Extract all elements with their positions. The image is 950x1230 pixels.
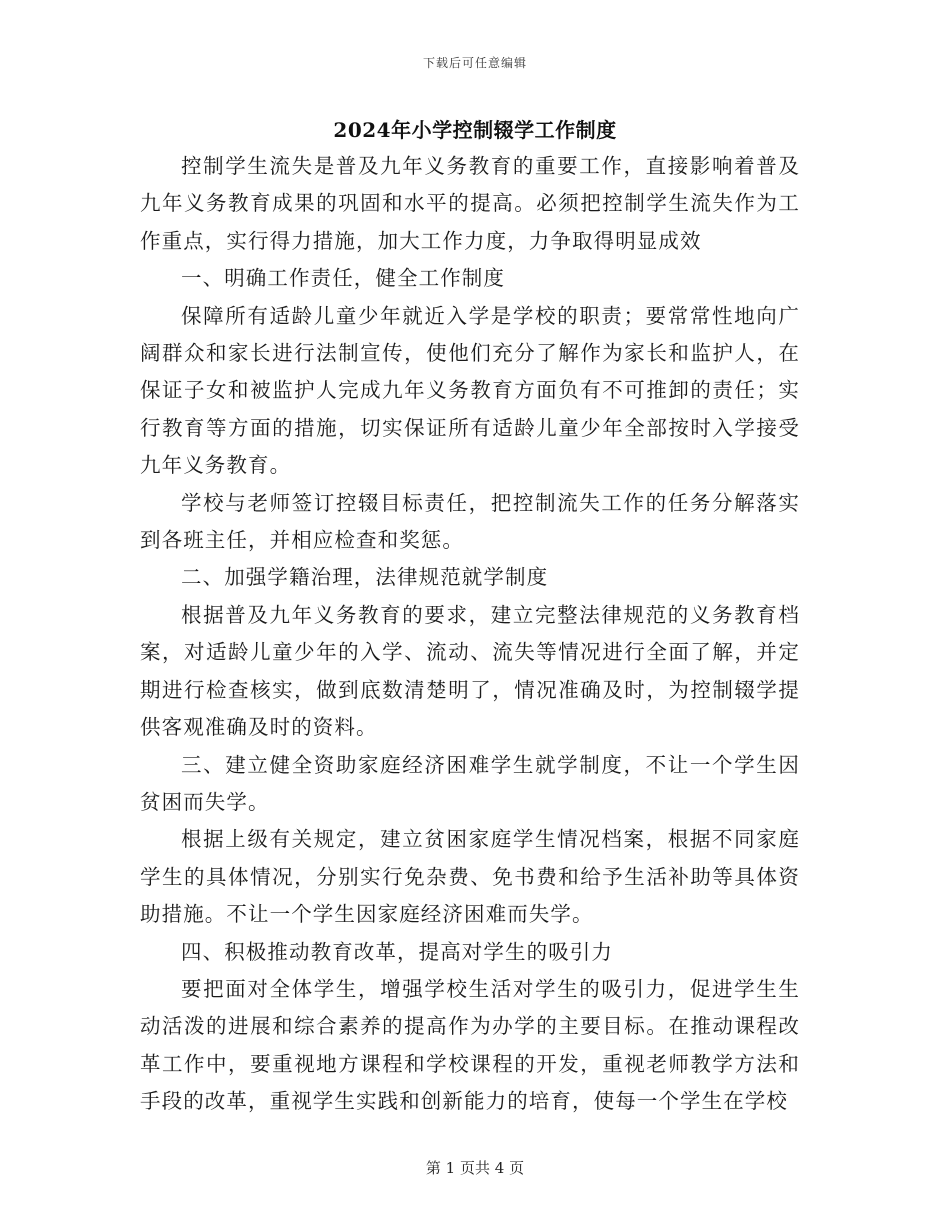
body-paragraph: 保障所有适龄儿童少年就近入学是学校的职责；要常常性地向广阔群众和家长进行法制宣传，使他们充分了解作为家长和监护人，在保证子女和被监护人完成九年义务教育方面负有不可推卸的责任；实行教育等方面的措施，切实保证所有适龄儿童少年全部按时入学接受九年义务教育。	[140, 303, 800, 478]
body-paragraph: 根据上级有关规定，建立贫困家庭学生情况档案，根据不同家庭学生的具体情况，分别实行免杂费、免书费和给予生活补助等具体资助措施。不让一个学生因家庭经济困难而失学。	[140, 827, 800, 927]
section-heading-2: 二、加强学籍治理，法律规范就学制度	[181, 565, 549, 590]
header-note: 下载后可任意编辑	[422, 56, 527, 70]
section-heading-4: 四、积极推动教育改革，提高对学生的吸引力	[181, 939, 613, 964]
document-body	[140, 148, 800, 1121]
body-paragraph: 学校与老师签订控辍目标责任，把控制流失工作的任务分解落实到各班主任，并相应检查和奖惩。	[140, 490, 800, 553]
document-title: 2024年小学控制辍学工作制度	[333, 118, 617, 142]
section-heading-3: 三、建立健全资助家庭经济困难学生就学制度，不让一个学生因贫困而失学。	[140, 752, 800, 814]
section-heading-1: 一、明确工作责任，健全工作制度	[181, 266, 505, 291]
intro-paragraph: 控制学生流失是普及九年义务教育的重要工作，直接影响着普及九年义务教育成果的巩固和水平的提高。必须把控制学生流失作为工作重点，实行得力措施，加大工作力度，力争取得明显成效	[140, 154, 800, 253]
body-paragraph: 要把面对全体学生，增强学校生活对学生的吸引力，促进学生生动活泼的进展和综合素养的提高作为办学的主要目标。在推动课程改革工作中，要重视地方课程和学校课程的开发，重视老师教学方法和手段的改革，重视学生实践和创新能力的培育，使每一个学生在学校	[140, 976, 800, 1114]
page-number: 第 1 页共 4 页	[425, 1159, 525, 1177]
body-paragraph: 根据普及九年义务教育的要求，建立完整法律规范的义务教育档案，对适龄儿童少年的入学、流动、流失等情况进行全面了解，并定期进行检查核实，做到底数清楚明了，情况准确及时，为控制辍学提供客观准确及时的资料。	[140, 602, 800, 740]
